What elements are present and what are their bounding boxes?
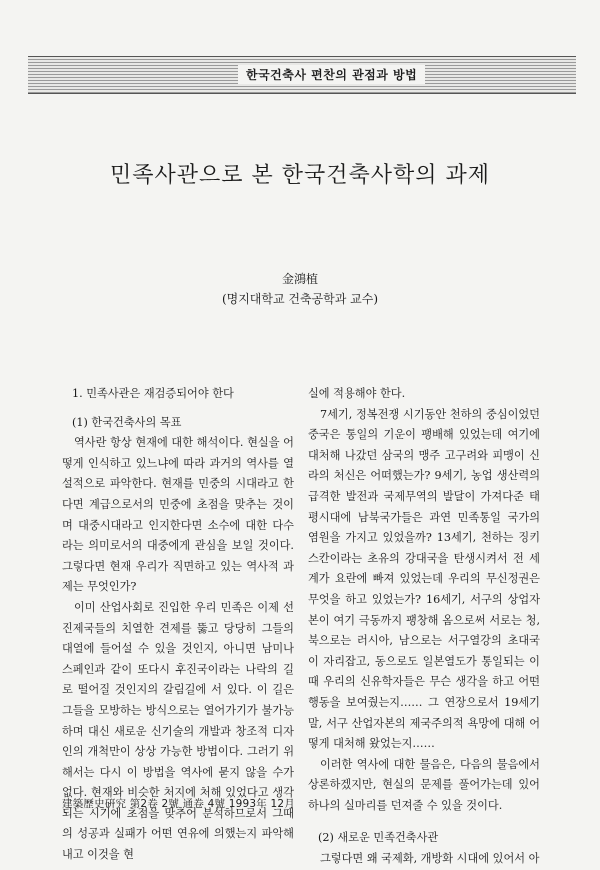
paragraph: 그렇다면 왜 국제화, 개방화 시대에 있어서 아	[320, 852, 540, 866]
paragraph: 7세기, 정복전쟁 시기동안 천하의 중심이었던 중국은 통일의 기운이 팽배해 있었는데 여기에 대처해 나갔던 삼국의 맹주 고구려와 피맹이 신라의 처신은 어떠했는가? 9세기, 농업 생산력의 급격한 발전과 국제무역의 발달이 가져다준 태평시대에 남북국가들은 과연 민족통일 국가의 염원을 가지고 있었을까? 13세기, 천하는 징키스칸이라는 초유의 강대국을 탄생시켜서 전 세계가 요란에 빠져 있었는데 우리의 무신정권은 무엇을 하고 있었는가? 16세기, 서구의 상업자본이 여기 극동까지 팽창해 옴으로써 서로는 청, 북으로는 러시아, 남으로는 서구열강의 초대국이 자리잡고, 동으로도 일본열도가 통일되는 이 때 우리의 신유학자들은 무슨 생각을 하고 어떤 행동을 보여줬는지…… 그 연장으로서 19세기 말, 서구 산업자본의 제국주의적 욕망에 대해 어떻게 대처해 왔었는지……	[308, 407, 540, 751]
sub-heading: (1) 한국건축사의 목표	[72, 415, 182, 429]
paragraph: 이미 산업사회로 진입한 우리 민족은 이제 선진제국들의 치열한 견제를 뚫고 당당히 그들의 대열에 들어설 수 있을 것인지, 아니면 남미나 스페인과 같이 또다시 후진국이라는 나락의 길로 떨어질 것인지의 갈림길에 서 있다. 이 길은 그들을 모방하는 방식으로는 열어가기가 불가능하며 대신 새로운 신기술의 개발과 창조적 디자인의 개척만이 상상 가능한 방법이다. 그러기 위해서는 다시 이 방법을 역사에 묻지 않을 수가 없다. 현재와 비슷한 처지에 처해 있었다고 생각되는 시기에 초점을 맞추어 분석하므로서 그때의 성공과 실패가 어떤 연유에 의했는지 파악해내고 이것을 현	[62, 600, 294, 862]
left-column	[62, 384, 294, 866]
article-title: 민족사관으로 본 한국건축사학의 과제	[109, 163, 490, 188]
author-affiliation: (명지대학교 건축공학과 교수)	[221, 292, 379, 306]
author-name: 金鴻植	[281, 272, 318, 286]
sub-heading: (2) 새로운 민족건축사관	[318, 831, 439, 845]
spacer	[308, 816, 540, 826]
right-column	[308, 384, 540, 870]
paragraph-continuation: 실에 적용해야 한다.	[308, 387, 406, 400]
section-heading: 1. 민족사관은 재검증되어야 한다	[72, 387, 234, 400]
paragraph: 역사란 항상 현재에 대한 해석이다. 현실을 어떻게 인식하고 있느냐에 따라 과거의 역사를 열설적으로 파악한다. 현재를 민중의 시대라고 한다면 계급으로서의 민중에 초점을 맞추는 것이며 대중시대라고 인지한다면 소수에 대한 다수라는 의미로서의 대중에게 관심을 보일 것이다. 그렇다면 현재 우리가 직면하고 있는 역사적 과제는 무엇인가?	[62, 436, 294, 594]
section-banner	[28, 56, 576, 94]
banner-title: 한국건축사 편찬의 관점과 방법	[238, 65, 425, 84]
paragraph: 이러한 역사에 대한 물음은, 다음의 물음에서 상론하겠지만, 현실의 문제를 풀어가는데 있어 하나의 실마리를 던져줄 수 있을 것이다.	[308, 757, 540, 812]
journal-citation: 建築歷史硏究 第2卷 2號 通卷 4號 1993年 12月	[62, 798, 295, 810]
